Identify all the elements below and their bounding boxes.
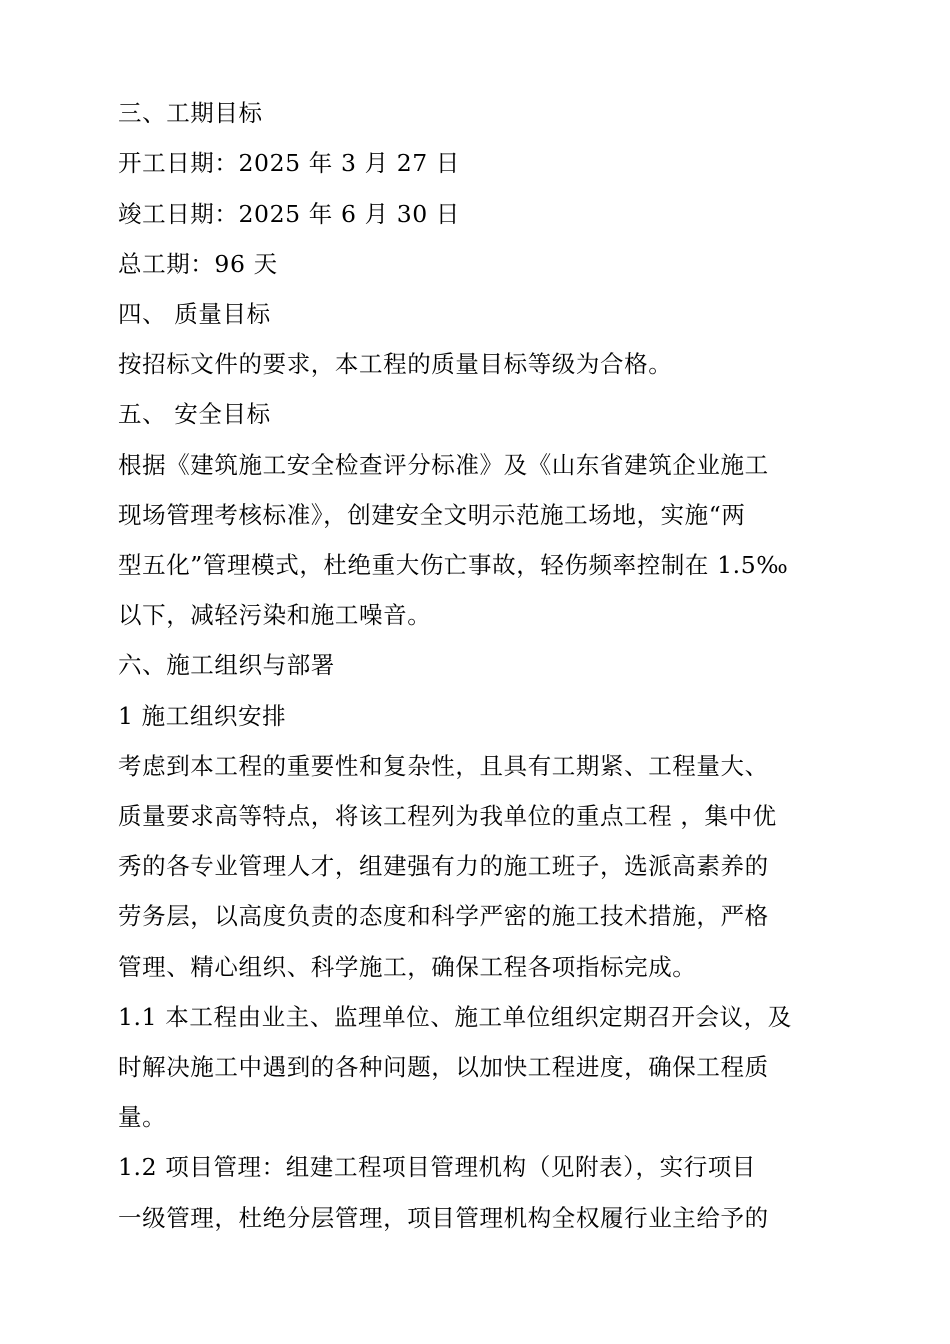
arrangement-text-line: 管理、精心组织、科学施工，确保工程各项指标完成。 <box>118 953 697 981</box>
item-1-1-text-line: 时解决施工中遇到的各种问题，以加快工程进度，确保工程质 <box>118 1053 769 1081</box>
item-1-2-text-line: 一级管理，杜绝分层管理，项目管理机构全权履行业主给予的 <box>118 1204 769 1232</box>
item-1-1-text-line: 量。 <box>118 1103 167 1131</box>
quality-goal-text: 按招标文件的要求，本工程的质量目标等级为合格。 <box>118 350 673 378</box>
safety-text-line: 以下，减轻污染和施工噪音。 <box>118 601 432 629</box>
item-1-1-text-line: 1.1 本工程由业主、监理单位、施工单位组织定期召开会议，及 <box>118 1003 792 1031</box>
subheading-arrangement: 1 施工组织安排 <box>118 702 287 730</box>
item-1-2-text-line: 1.2 项目管理：组建工程项目管理机构（见附表），实行项目 <box>118 1153 756 1181</box>
arrangement-text-line: 质量要求高等特点，将该工程列为我单位的重点工程 ，集中优 <box>118 802 777 830</box>
heading-schedule-goal: 三、工期目标 <box>118 99 263 127</box>
completion-date-line: 竣工日期：2025 年 6 月 30 日 <box>118 200 461 228</box>
arrangement-text-line: 劳务层，以高度负责的态度和科学严密的施工技术措施，严格 <box>118 902 769 930</box>
start-date-line: 开工日期：2025 年 3 月 27 日 <box>118 149 461 177</box>
heading-organization: 六、施工组织与部署 <box>118 651 335 679</box>
safety-text-line: 型五化”管理模式，杜绝重大伤亡事故，轻伤频率控制在 1.5‰ <box>118 551 789 579</box>
arrangement-text-line: 秀的各专业管理人才，组建强有力的施工班子，选派高素养的 <box>118 852 769 880</box>
heading-quality-goal: 四、 质量目标 <box>118 300 271 328</box>
safety-text-line: 现场管理考核标准》，创建安全文明示范施工场地，实施“两 <box>118 501 746 529</box>
heading-safety-goal: 五、 安全目标 <box>118 400 271 428</box>
total-duration-line: 总工期：96 天 <box>118 250 278 278</box>
arrangement-text-line: 考虑到本工程的重要性和复杂性，且具有工期紧、工程量大、 <box>118 752 769 780</box>
safety-text-line: 根据《建筑施工安全检查评分标准》及《山东省建筑企业施工 <box>118 451 769 479</box>
